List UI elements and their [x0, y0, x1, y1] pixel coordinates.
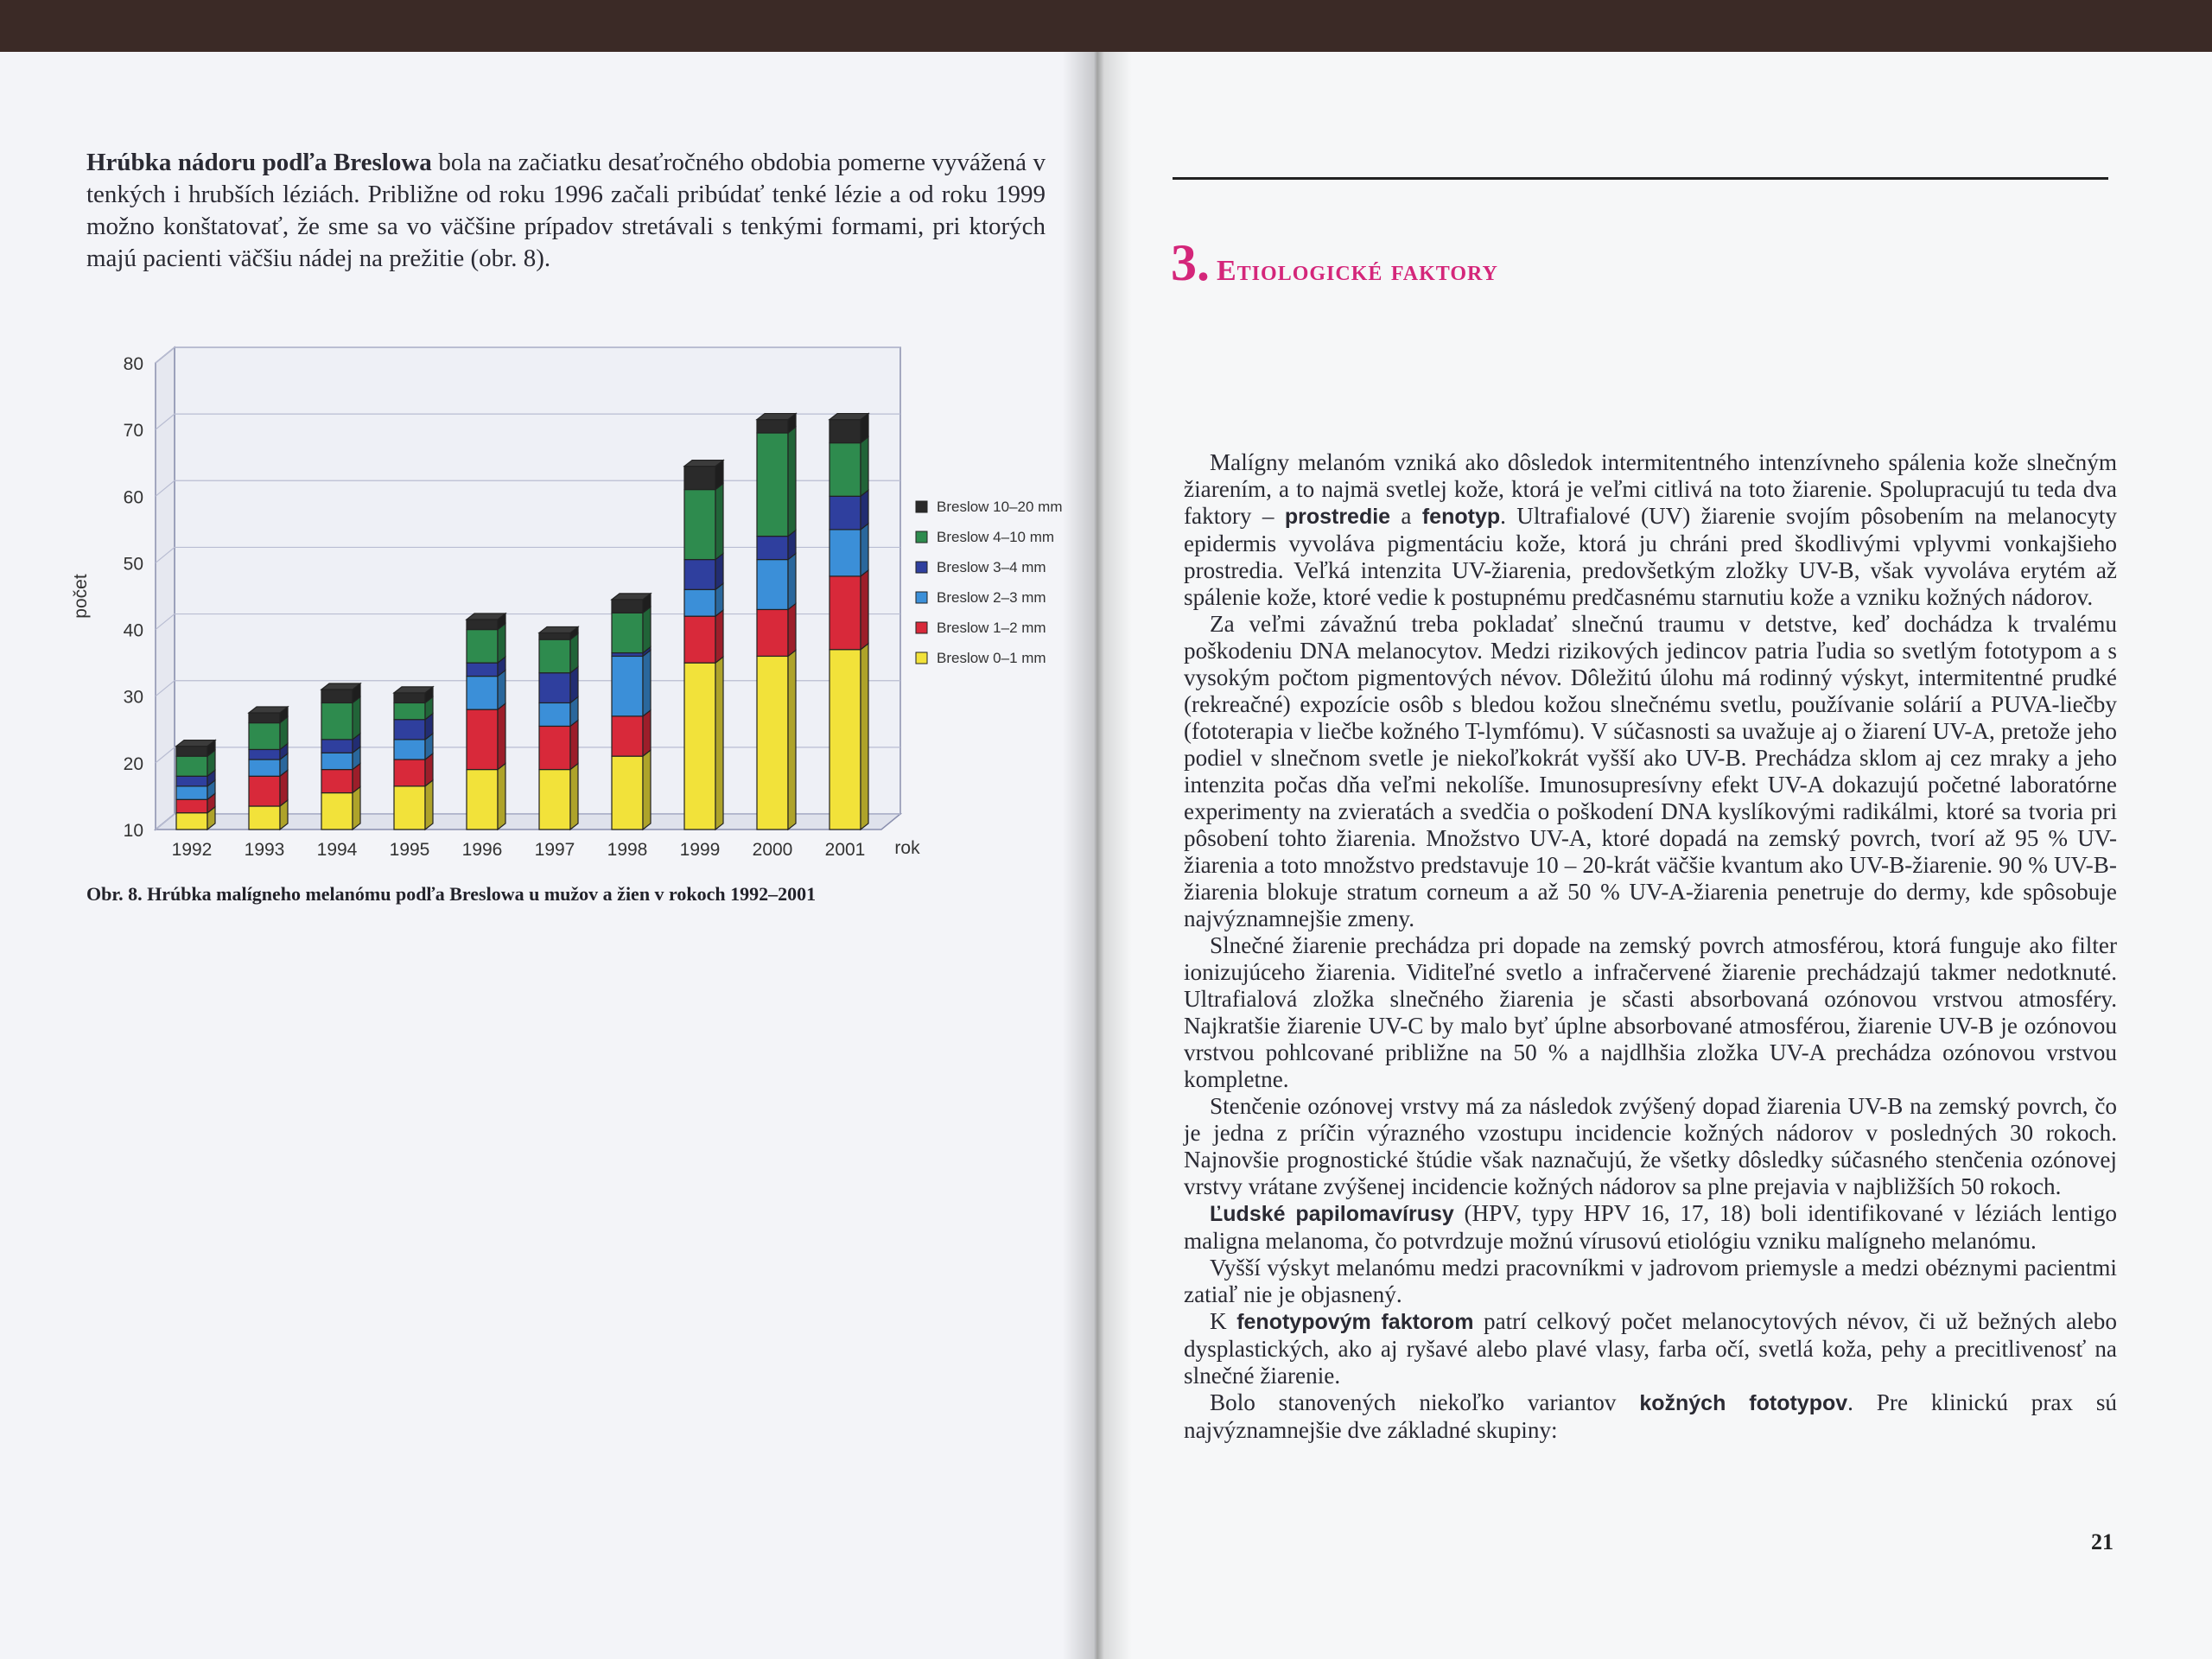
bar-segment — [757, 656, 788, 830]
bar-top — [394, 687, 433, 693]
legend-label: Breslow 0–1 mm — [937, 650, 1046, 666]
figure-caption: Obr. 8. Hrúbka malígneho melanómu podľa Breslowa u mužov a žien v rokoch 1992–2001 — [86, 883, 817, 905]
bar-segment — [394, 760, 425, 786]
breslow-stacked-bar-chart — [60, 320, 1080, 890]
intro-bold-term: Hrúbka nádoru podľa Breslowa — [86, 149, 432, 176]
text-run: patrí celkový počet melanocytových névov, či už bežných alebo dysplastických, ako aj ryšavé alebo plavé vlasy, farba očí, svetlá koža, pehy a precitlivenosť na slnečné žiarenie. — [1184, 1308, 2117, 1389]
x-tick-label: 2001 — [824, 840, 866, 860]
bar-segment — [539, 726, 570, 769]
body-paragraph — [1184, 1308, 2117, 1389]
bar-segment-side — [788, 554, 796, 610]
bar-segment — [467, 770, 498, 830]
bar-segment — [830, 530, 861, 576]
bar-segment — [249, 760, 280, 776]
bar-top — [249, 707, 288, 713]
bar-segment — [467, 663, 498, 676]
text-run: Za veľmi závažnú treba pokladať slnečnú traumu v detstve, keď dochádza k trvalému poškodeniu DNA melanocytov. Medzi rizikových jedincov patria ľudia so svetlým fototypom a s vysokým počtom pigmentových névov. Dôležitú úlohu má rodinný výskyt, intermitentné prudké (rekreačné) expozície osôb s bledou kožou slnečnému svetlu, používanie solárií a PUVA-liečby (fototerapia v liečbe kožného T-lymfómu). V súčasnosti sa uvažuje aj o žiarení UV-A, pretože jeho podiel v slnečnom svetle je niekoľkokrát vyšší ako UV-B. Prechádza sklom aj cez mraky a jeho intenzita počas dňa veľmi nekolíše. Imunosupresívny efekt UV-A dokazujú početné laboratórne experimenty na zvieratách a svedčia o poškodení DNA kyslíkovými radikálmi, ktoré sa tvoria pri pôsobení tohto žiarenia. Množstvo UV-A, ktoré dopadá na zemský povrch, tvorí až 95 % UV-žiarenia a toto množstvo predstavuje 10 – 20-krát väčšie kvantum ako UV-B-žiarenie. 90 % UV-B-žiarenia blokuje stratum corneum a až 50 % UV-A-žiarenia penetruje do dermy, kde spôsobuje najvýznamnejšie zmeny. — [1184, 611, 2117, 931]
bar-segment-side — [715, 657, 723, 830]
intro-paragraph — [86, 147, 1046, 275]
x-tick-label: 1996 — [461, 840, 503, 860]
bar-segment — [684, 467, 715, 490]
bar-segment-side — [788, 603, 796, 656]
bar-segment-side — [570, 764, 578, 830]
bar-top — [321, 683, 360, 690]
bar-segment-side — [788, 427, 796, 537]
bar-segment-side — [570, 633, 578, 673]
bar-segment-side — [425, 780, 433, 830]
bar-segment-side — [861, 570, 868, 650]
bar-segment — [394, 702, 425, 719]
body-paragraph — [1184, 932, 2117, 1093]
x-tick-label: 2000 — [752, 840, 793, 860]
y-tick-label: 10 — [123, 821, 143, 841]
bar-segment — [467, 709, 498, 769]
bar-segment — [830, 496, 861, 530]
text-run: (HPV, typy HPV 16, 17, 18) boli identifikované v léziách lentigo maligna melanoma, čo potvrdzuje možnú vírusovú etiológiu vzniku malígneho melanómu. — [1184, 1200, 2118, 1254]
bar-segment-side — [570, 720, 578, 769]
bar-segment — [176, 786, 207, 799]
bar-top — [539, 626, 578, 632]
bar-segment-side — [715, 484, 723, 560]
text-run: K — [1210, 1308, 1237, 1334]
bar-segment — [321, 740, 353, 753]
y-tick-label: 70 — [123, 421, 143, 442]
text-run: Slnečné žiarenie prechádza pri dopade na zemský povrch atmosférou, ktorá funguje ako filter ionizujúceho žiarenia. Viditeľné svetlo a infračervené žiarenie prechádzajú takmer nedotknuté. Ultrafialová zložka slnečného žiarenia je sčasti absorbovaná ozónovou vrstvou atmosféry. Najkratšie žiarenie UV-C by malo byť úplne absorbované atmosférou, žiarenie UV-B je ozónovou vrstvou pohlcované približne na 50 % a najdlhšia zložka UV-A prechádza ozónovou vrstvou kompletne. — [1184, 932, 2117, 1092]
bar-segment — [321, 793, 353, 830]
text-run: . Pre klinickú prax sú najvýznamnejšie dve základné skupiny: — [1184, 1389, 2118, 1443]
bar-segment-side — [353, 787, 360, 830]
bar-segment — [467, 630, 498, 664]
body-paragraph — [1184, 1255, 2117, 1308]
x-tick-label: 1993 — [244, 840, 285, 860]
body-paragraph — [1184, 449, 2117, 611]
bar-segment — [394, 720, 425, 740]
legend-label: Breslow 3–4 mm — [937, 559, 1046, 575]
bar-segment — [757, 560, 788, 610]
bar-segment — [249, 723, 280, 750]
body-paragraph — [1184, 611, 2117, 932]
bar-segment — [321, 770, 353, 793]
bar-segment — [394, 740, 425, 760]
x-axis-label: rok — [894, 838, 920, 858]
bar-segment-side — [643, 607, 651, 652]
text-run: Vyšší výskyt melanómu medzi pracovníkmi v jadrovom priemysle a medzi obéznymi pacientmi zatiaľ nie je objasnený. — [1184, 1255, 2117, 1307]
bar-segment — [539, 770, 570, 830]
bar-segment — [684, 663, 715, 830]
bar-segment-side — [643, 650, 651, 715]
bold-term: Ľudské papilomavírusy — [1210, 1202, 1454, 1226]
legend-swatch — [916, 622, 927, 633]
legend-swatch — [916, 592, 927, 603]
text-run: Stenčenie ozónovej vrstvy má za následok zvýšený dopad žiarenia UV-B na zemský povrch, čo je jedna z príčin výrazného vzostupu incidencie kožných nádorov v posledných 30 rokoch. Najnovšie prognostické štúdie však naznačujú, že všetky dôsledky súčasného stenčenia ozónovej vrstvy vrátane zvýšenej incidencie kožných nádorov sa plne prejavia v najbližších 50 rokoch. — [1184, 1093, 2117, 1199]
x-tick-label: 1995 — [389, 840, 430, 860]
bold-term: prostredie — [1284, 505, 1391, 529]
bar-segment — [249, 776, 280, 806]
y-axis-label: počet — [71, 574, 91, 619]
bar-segment — [539, 702, 570, 726]
chapter-rule — [1173, 177, 2108, 180]
chapter-body-text — [1184, 449, 2117, 1444]
x-tick-label: 1994 — [316, 840, 358, 860]
bar-segment-side — [643, 710, 651, 756]
chapter-heading — [1171, 233, 1498, 293]
legend-swatch — [916, 501, 927, 512]
bar-segment — [684, 560, 715, 590]
bar-segment — [321, 702, 353, 739]
legend-swatch — [916, 562, 927, 573]
page-number: 21 — [2091, 1529, 2113, 1554]
bold-term: kožných fototypov — [1639, 1391, 1848, 1415]
bar-segment-side — [498, 671, 505, 710]
bold-term: fenotypovým faktorom — [1236, 1310, 1474, 1334]
bar-segment — [830, 576, 861, 650]
bar-segment — [830, 650, 861, 830]
bar-segment — [249, 749, 280, 760]
legend-label: Breslow 4–10 mm — [937, 529, 1055, 545]
bar-segment — [539, 639, 570, 673]
y-tick-label: 60 — [123, 487, 143, 508]
bar-top — [612, 594, 651, 600]
bar-segment — [684, 616, 715, 663]
y-tick-label: 20 — [123, 753, 143, 774]
bar-segment-side — [498, 624, 505, 664]
chart-side-wall — [156, 347, 175, 830]
bar-segment — [612, 613, 643, 652]
bar-segment — [830, 443, 861, 497]
text-run: Malígny melanóm vzniká ako dôsledok intermitentného intenzívneho spálenia kože slnečným žiarením, a to najmä svetlej kože, ktorá je veľmi citlivá na toto žiarenie. Spolupracujú tu teda dva faktory – — [1184, 449, 2117, 529]
text-run: a — [1390, 503, 1422, 529]
bar-segment — [394, 693, 425, 703]
bar-segment — [612, 716, 643, 756]
bar-top — [830, 414, 868, 420]
bar-segment — [612, 656, 643, 715]
body-paragraph — [1184, 1093, 2117, 1200]
bar-segment — [612, 756, 643, 830]
y-tick-label: 30 — [123, 687, 143, 708]
bar-segment — [757, 433, 788, 537]
bar-segment — [757, 537, 788, 560]
bar-segment — [467, 677, 498, 710]
bar-segment — [176, 799, 207, 812]
x-tick-label: 1997 — [534, 840, 575, 860]
intro-text: bola na začiatku desaťročného obdobia pomerne vyvážená v tenkých i hrubších léziách. Približne od roku 1996 začali pribúdať tenké lézie a od roku 1999 možno konštatovať, že sme sa vo väčšine prípadov stretávali s tenkými formami, pri ktorých majú pacienti väčšiu nádej na prežitie (obr. 8). — [86, 149, 1046, 272]
bar-segment — [684, 490, 715, 560]
x-tick-label: 1992 — [171, 840, 213, 860]
chapter-number: 3. — [1171, 234, 1210, 291]
bar-segment — [321, 690, 353, 702]
bar-segment — [684, 589, 715, 616]
bar-segment — [176, 776, 207, 786]
text-run: . Ultrafialové (UV) žiarenie svojím pôsobením na melanocyty epidermis vyvoláva pigmentáciu kože, ktorá ju chráni pred škodlivými vplyvmi vonkajšieho prostredia. Veľká intenzita UV-žiarenia, predovšetkým zložky UV-B, však vyvoláva erytém až spálenie kože, ktoré vedie k postupnému predčasnému starnutiu kože a vzniku kožných nádorov. — [1184, 503, 2117, 610]
bar-segment — [757, 420, 788, 433]
bar-segment-side — [788, 650, 796, 830]
x-tick-label: 1999 — [679, 840, 721, 860]
bar-segment — [539, 632, 570, 639]
bar-segment-side — [861, 644, 868, 830]
y-tick-label: 40 — [123, 620, 143, 641]
bar-segment — [176, 813, 207, 830]
bar-segment-side — [498, 764, 505, 830]
body-paragraph — [1184, 1389, 2117, 1444]
bar-segment — [394, 786, 425, 830]
bold-term: fenotyp — [1421, 505, 1501, 529]
bar-segment-side — [715, 610, 723, 663]
bar-segment-side — [498, 703, 505, 769]
text-run: Bolo stanovených niekoľko variantov — [1210, 1389, 1640, 1415]
bar-segment — [757, 609, 788, 656]
bar-top — [176, 741, 215, 747]
bar-segment — [176, 756, 207, 776]
x-tick-label: 1998 — [607, 840, 648, 860]
chapter-title: Etiologické faktory — [1217, 255, 1498, 287]
bar-segment-side — [861, 524, 868, 576]
bar-segment-side — [643, 750, 651, 830]
bar-segment — [467, 620, 498, 630]
bar-segment — [321, 753, 353, 769]
body-paragraph — [1184, 1200, 2117, 1255]
bar-segment-side — [861, 490, 868, 530]
y-tick-label: 50 — [123, 554, 143, 575]
legend-label: Breslow 2–3 mm — [937, 589, 1046, 606]
bar-segment-side — [353, 696, 360, 739]
bar-segment-side — [861, 437, 868, 497]
bar-top — [467, 613, 505, 620]
bar-top — [684, 461, 723, 467]
legend-swatch — [916, 652, 927, 664]
bar-segment — [830, 420, 861, 443]
bar-segment — [176, 747, 207, 757]
y-tick-label: 80 — [123, 354, 143, 374]
legend-label: Breslow 1–2 mm — [937, 620, 1046, 636]
bar-top — [757, 414, 796, 420]
bar-segment — [612, 600, 643, 613]
bar-segment — [539, 673, 570, 703]
legend-swatch — [916, 531, 927, 543]
legend-label: Breslow 10–20 mm — [937, 499, 1063, 515]
bar-segment — [249, 806, 280, 830]
bar-segment — [249, 713, 280, 723]
